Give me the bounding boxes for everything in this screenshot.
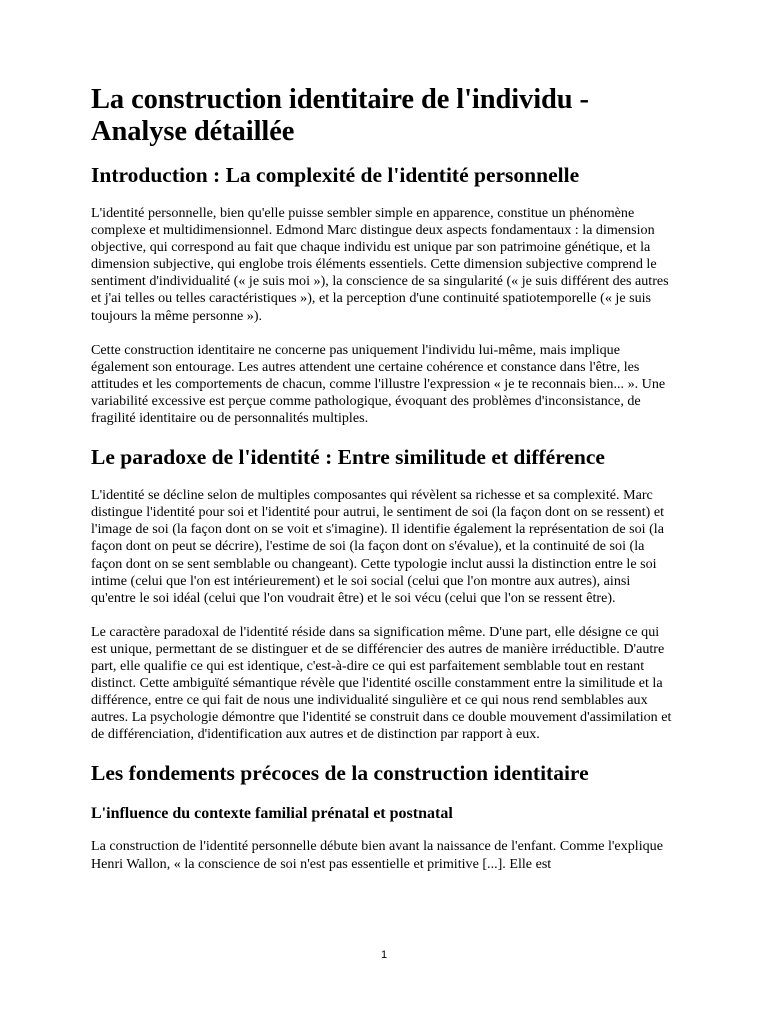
- document-title: La construction identitaire de l'individu - Analyse détaillée: [91, 84, 589, 147]
- document-page: [91, 84, 677, 890]
- subsection-heading-contexte-familial: L'influence du contexte familial prénatal et postnatal: [91, 805, 453, 823]
- section-heading-paradoxe: Le paradoxe de l'identité : Entre similitude et différence: [91, 445, 605, 470]
- paragraph: La construction de l'identité personnelle débute bien avant la naissance de l'enfant. Comme l'explique Henri Wallon, « la conscience de soi n'est pas essentielle et primitive [...]. Elle est: [91, 838, 663, 872]
- section-heading-fondements: Les fondements précoces de la construction identitaire: [91, 761, 589, 786]
- page-number: 1: [380, 949, 388, 961]
- section-heading-introduction: Introduction : La complexité de l'identité personnelle: [91, 163, 580, 187]
- paragraph: L'identité se décline selon de multiples composantes qui révèlent sa richesse et sa complexité. Marc distingue l'identité pour soi et l'identité pour autrui, le sentiment de soi (la façon dont on se ressent) et l'image de soi (la façon dont on se voit et s'imagine). Il identifie également la représentation de soi (la façon dont on peut se décrire), l'estime de soi (la façon dont on s'évalue), et la continuité de soi (la façon dont on se sent semblable ou changeant). Cette typologie inclut aussi la distinction entre le soi intime (celui que l'on est intérieurement) et le soi social (celui que l'on montre aux autres), ainsi qu'entre le soi idéal (celui que l'on voudrait être) et le soi vécu (celui que l'on se ressent être).: [91, 487, 664, 606]
- paragraph: Cette construction identitaire ne concerne pas uniquement l'individu lui-même, mais implique également son entourage. Les autres attendent une certaine cohérence et constance dans l'être, les attitudes et les comportements de chacun, comme l'illustre l'expression « je te reconnais bien... ». Une variabilité excessive est perçue comme pathologique, évoquant des problèmes d'inconsistance, de fragilité identitaire ou de personnalités multiples.: [91, 341, 666, 427]
- paragraph: Le caractère paradoxal de l'identité réside dans sa signification même. D'une part, elle désigne ce qui est unique, permettant de se distinguer et de se différencier des autres de manière irréductible. D'autre part, elle qualifie ce qui est identique, c'est-à-dire ce qui est parfaitement semblable tout en restant distinct. Cette ambiguïté sémantique révèle que l'identité oscille constamment entre la similitude et la différence, entre ce qui fait de nous une individualité singulière et ce qui nous rend semblables aux autres. La psychologie démontre que l'identité se construit dans ce double mouvement d'assimilation et de différenciation, d'identification aux autres et de distinction par rapport à eux.: [91, 623, 672, 743]
- paragraph: L'identité personnelle, bien qu'elle puisse sembler simple en apparence, constitue un phénomène complexe et multidimensionnel. Edmond Marc distingue deux aspects fondamentaux : la dimension objective, qui correspond au fait que chaque individu est unique par son patrimoine génétique, et la dimension subjective, qui englobe trois éléments essentiels. Cette dimension subjective comprend le sentiment d'individualité (« je suis moi »), la conscience de sa singularité (« je suis différent des autres et j'ai telles ou telles caractéristiques »), et la perception d'une continuité spatiotemporelle (« je suis toujours la même personne »).: [91, 205, 669, 324]
